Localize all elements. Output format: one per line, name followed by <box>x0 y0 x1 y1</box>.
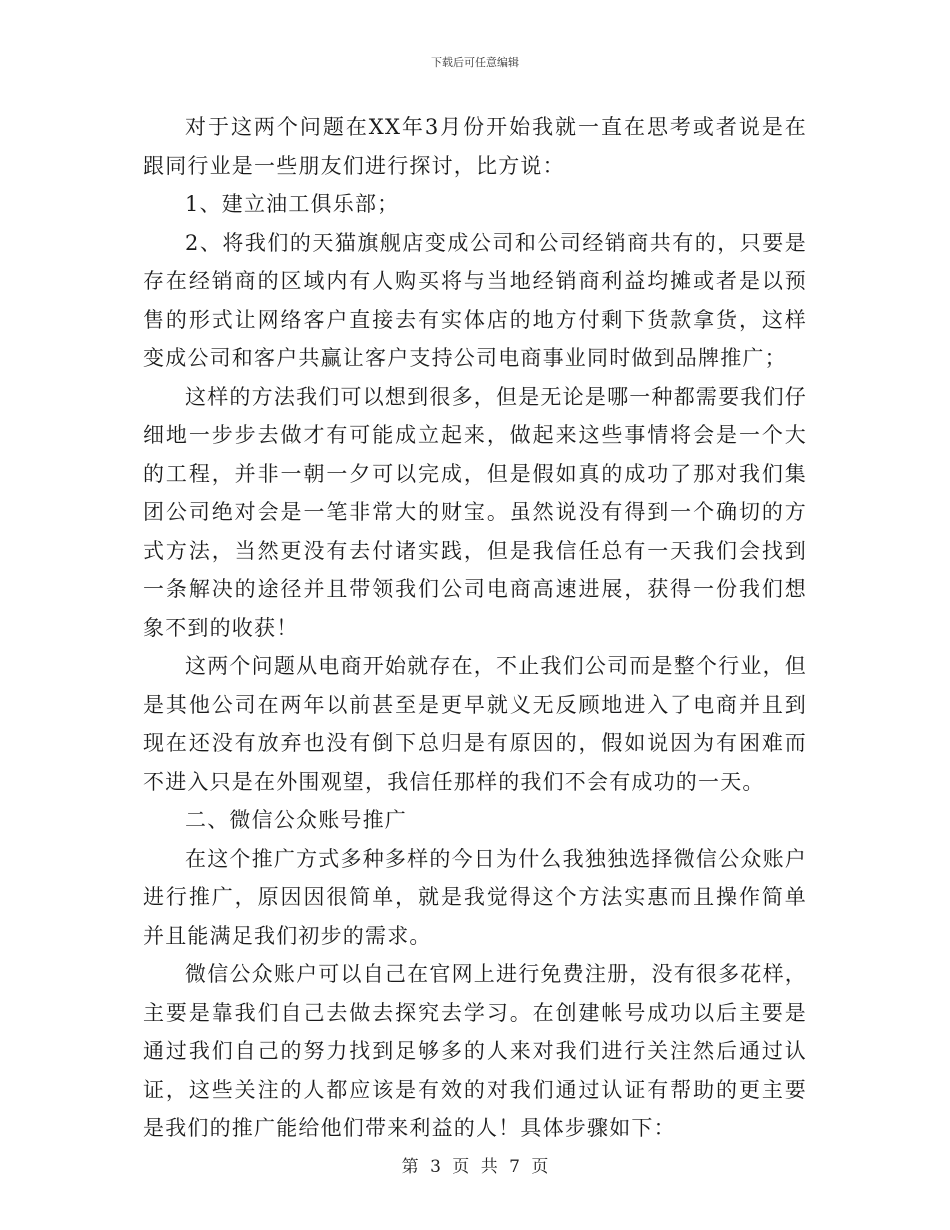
page-footer: 第 3 页 共 7 页 <box>401 1157 549 1177</box>
list-item: 2、将我们的天猫旗舰店变成公司和公司经销商共有的，只要是存在经销商的区域内有人购买将与当地经销商利益均摊或者是以预售的形式让网络客户直接去有实体店的地方付剩下货款拿货，这样变成公司和客户共赢让客户支持公司电商事业同时做到品牌推广； <box>143 230 807 370</box>
document-body <box>143 108 807 1148</box>
section-heading: 二、微信公众账号推广 <box>185 808 407 832</box>
paragraph: 在这个推广方式多种多样的今日为什么我独独选择微信公众账户进行推广，原因因很简单，就是我觉得这个方法实惠而且操作简单并且能满足我们初步的需求。 <box>143 846 807 948</box>
paragraph: 这样的方法我们可以想到很多，但是无论是哪一种都需要我们仔细地一步步去做才有可能成立起来，做起来这些事情将会是一个大的工程，并非一朝一夕可以完成，但是假如真的成功了那对我们集团公司绝对会是一笔非常大的财宝。虽然说没有得到一个确切的方式方法，当然更没有去付诸实践，但是我信任总有一天我们会找到一条解决的途径并且带领我们公司电商高速进展，获得一份我们想象不到的收获！ <box>143 384 807 640</box>
paragraph: 这两个问题从电商开始就存在，不止我们公司而是整个行业，但是其他公司在两年以前甚至是更早就义无反顾地进入了电商并且到现在还没有放弃也没有倒下总归是有原因的，假如说因为有困难而不进入只是在外围观望，我信任那样的我们不会有成功的一天。 <box>143 654 807 794</box>
page-header: 下载后可任意编辑 <box>431 56 519 69</box>
paragraph: 对于这两个问题在XX年3月份开始我就一直在思考或者说是在跟同行业是一些朋友们进行探讨，比方说： <box>143 115 807 178</box>
paragraph: 微信公众账户可以自己在官网上进行免费注册，没有很多花样，主要是靠我们自己去做去探究去学习。在创建帐号成功以后主要是通过我们自己的努力找到足够多的人来对我们进行关注然后通过认证，这些关注的人都应该是有效的对我们通过认证有帮助的更主要是我们的推广能给他们带来利益的人！具体步骤如下： <box>143 962 807 1140</box>
list-item: 1、建立油工俱乐部； <box>185 192 400 216</box>
